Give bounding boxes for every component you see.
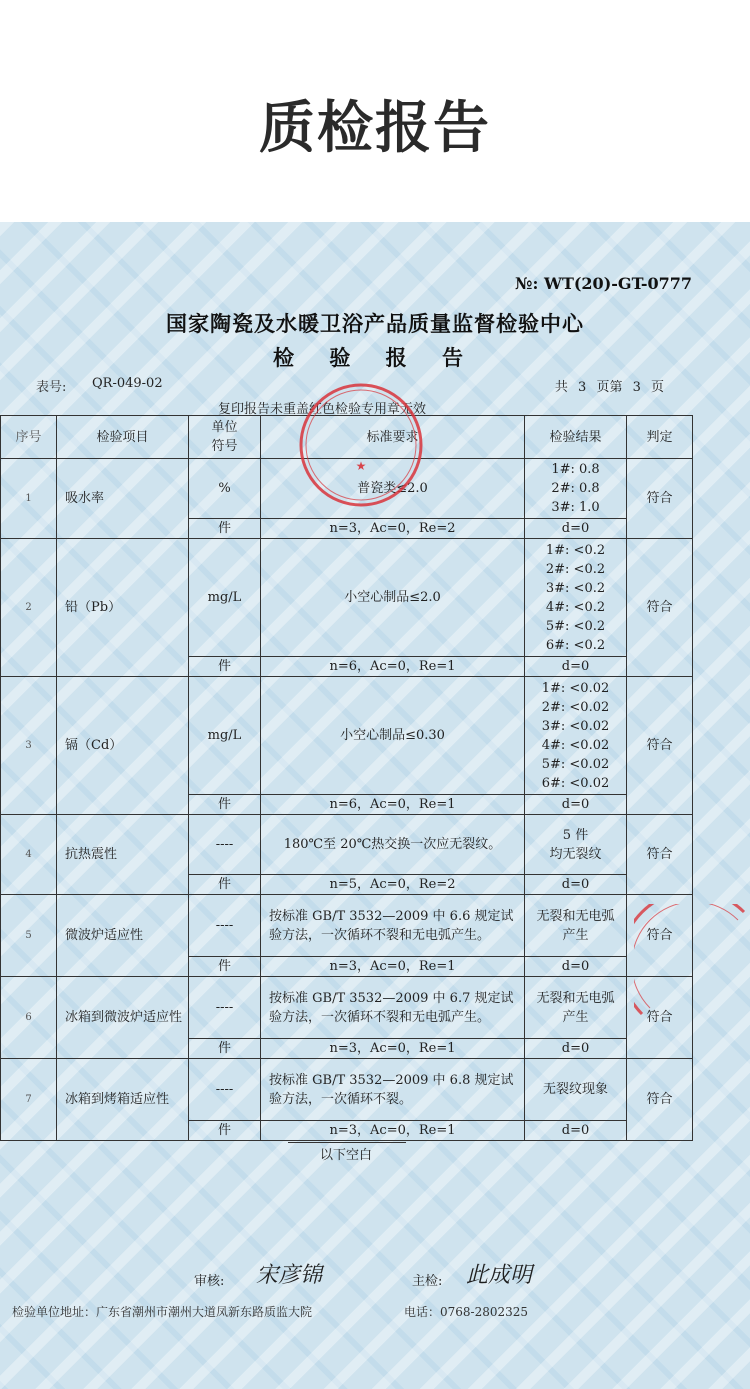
- result-line: 3#: <0.2: [545, 580, 606, 596]
- row-no: 1: [1, 459, 57, 539]
- row-unit: ----: [189, 977, 261, 1039]
- row-results: [525, 1059, 627, 1121]
- sample-plan: n=6，Ac=0，Re=1: [261, 657, 525, 677]
- result-line: 无裂纹现象: [542, 1082, 608, 1097]
- result-line: 5#: <0.2: [545, 618, 606, 634]
- result-line: 2#: 0.8: [551, 481, 600, 496]
- sample-unit: 件: [189, 795, 261, 815]
- result-line: 2#: <0.2: [545, 561, 606, 577]
- row-unit: ----: [189, 1059, 261, 1121]
- result-line: 均无裂纹: [549, 846, 602, 862]
- result-line: 1#: <0.2: [545, 542, 606, 558]
- sample-result: d=0: [525, 1121, 627, 1141]
- row-item: 镉（Cd）: [57, 677, 189, 815]
- row-verdict: 符合: [627, 459, 693, 539]
- sample-plan: n=3，Ac=0，Re=1: [261, 957, 525, 977]
- header-verdict: 判定: [627, 416, 693, 459]
- row-verdict: 符合: [627, 539, 693, 677]
- red-seal-stamp-partial: [634, 904, 750, 1034]
- footer-address: 检验单位地址：广东省潮州市潮州大道凤新东路质监大院: [12, 1305, 313, 1319]
- header-item: 检验项目: [57, 416, 189, 459]
- row-results: [525, 977, 627, 1039]
- row-item: 吸水率: [57, 459, 189, 539]
- row-unit: %: [189, 459, 261, 519]
- row-standard: 小空心制品≤2.0: [261, 539, 525, 657]
- row-item: 冰箱到微波炉适应性: [57, 977, 189, 1059]
- row-no: 6: [1, 977, 57, 1059]
- row-standard: 小空心制品≤0.30: [261, 677, 525, 795]
- result-line: 无裂和无电弧: [536, 990, 615, 1006]
- sample-result: d=0: [525, 957, 627, 977]
- sample-unit: 件: [189, 1039, 261, 1059]
- row-unit: ----: [189, 895, 261, 957]
- result-line: 4#: <0.02: [541, 737, 610, 753]
- result-line: 5#: <0.02: [541, 756, 610, 772]
- form-number: QR-049-02: [92, 376, 163, 391]
- result-line: 4#: <0.2: [545, 599, 606, 615]
- inspection-table: [0, 415, 693, 1141]
- copy-note: 复印报告未重盖红色检验专用章无效: [218, 402, 427, 417]
- footer-phone: 电话：0768-2802325: [404, 1305, 529, 1319]
- row-verdict: 符合: [627, 977, 693, 1059]
- table-row: [1, 895, 693, 957]
- row-standard: 180℃至 20℃热交换一次应无裂纹。: [261, 815, 525, 875]
- header-result: 检验结果: [525, 416, 627, 459]
- sample-plan: n=3，Ac=0，Re=1: [261, 1121, 525, 1141]
- row-results: [525, 539, 627, 657]
- sample-result: d=0: [525, 795, 627, 815]
- page-heading: 质检报告: [259, 96, 491, 161]
- row-verdict: 符合: [627, 895, 693, 977]
- result-line: 6#: <0.2: [545, 637, 606, 653]
- row-standard: 按标准 GB/T 3532—2009 中 6.8 规定试验方法，一次循环不裂。: [261, 1059, 525, 1121]
- row-unit: mg/L: [189, 677, 261, 795]
- result-line: 产生: [562, 927, 589, 943]
- sample-result: d=0: [525, 519, 627, 539]
- red-seal-stamp: [296, 380, 426, 510]
- report-number: №: WT(20)-GT-0777: [515, 274, 692, 293]
- row-results: [525, 895, 627, 957]
- row-results: [525, 815, 627, 875]
- header-standard: 标准要求: [261, 416, 525, 459]
- sample-plan: n=5，Ac=0，Re=2: [261, 875, 525, 895]
- header-no: 序号: [1, 416, 57, 459]
- svg-text:★: ★: [355, 459, 367, 473]
- row-item: 冰箱到烤箱适应性: [57, 1059, 189, 1141]
- sample-unit: 件: [189, 519, 261, 539]
- page-info: 共 3 页第 3 页: [554, 380, 664, 395]
- sample-plan: n=3，Ac=0，Re=1: [261, 1039, 525, 1059]
- inspector-label: 主检:: [412, 1274, 443, 1289]
- row-no: 5: [1, 895, 57, 977]
- result-line: 无裂和无电弧: [536, 908, 615, 924]
- result-line: 3#: 1.0: [551, 500, 600, 515]
- result-line: 2#: <0.02: [541, 699, 610, 715]
- row-no: 3: [1, 677, 57, 815]
- center-name: 国家陶瓷及水暖卫浴产品质量监督检验中心: [166, 311, 584, 336]
- report-title: 检 验 报 告: [273, 345, 477, 370]
- row-verdict: 符合: [627, 677, 693, 815]
- row-verdict: 符合: [627, 1059, 693, 1141]
- row-item: 微波炉适应性: [57, 895, 189, 977]
- row-results: [525, 459, 627, 519]
- sample-result: d=0: [525, 875, 627, 895]
- row-no: 7: [1, 1059, 57, 1141]
- blank-note: 以下空白: [319, 1148, 372, 1163]
- header-unit: 单位 符号: [189, 416, 261, 459]
- table-row: [1, 1059, 693, 1121]
- inspector-signature: 此成明: [466, 1263, 533, 1288]
- row-results: [525, 677, 627, 795]
- result-line: 6#: <0.02: [541, 775, 610, 791]
- row-standard: 按标准 GB/T 3532—2009 中 6.7 规定试验方法，一次循环不裂和无电弧产生。: [261, 977, 525, 1039]
- row-standard: 普瓷类≤2.0: [261, 459, 525, 519]
- reviewer-label: 审核:: [194, 1274, 225, 1289]
- row-unit: ----: [189, 815, 261, 875]
- table-row: [1, 677, 693, 795]
- sample-plan: n=3，Ac=0，Re=2: [261, 519, 525, 539]
- result-line: 产生: [562, 1009, 589, 1025]
- row-item: 抗热震性: [57, 815, 189, 895]
- sample-unit: 件: [189, 875, 261, 895]
- page-header: [0, 0, 750, 222]
- row-verdict: 符合: [627, 815, 693, 895]
- result-line: 5 件: [562, 827, 589, 843]
- row-standard: 按标准 GB/T 3532—2009 中 6.6 规定试验方法，一次循环不裂和无电弧产生。: [261, 895, 525, 957]
- reviewer-signature: 宋彦锦: [256, 1263, 323, 1288]
- row-no: 4: [1, 815, 57, 895]
- row-unit: mg/L: [189, 539, 261, 657]
- table-row: [1, 539, 693, 657]
- row-no: 2: [1, 539, 57, 677]
- table-row: [1, 815, 693, 875]
- sample-plan: n=6，Ac=0，Re=1: [261, 795, 525, 815]
- sample-result: d=0: [525, 657, 627, 677]
- report-document: [0, 222, 750, 1389]
- result-line: 1#: <0.02: [541, 680, 610, 696]
- row-item: 铅（Pb）: [57, 539, 189, 677]
- sample-unit: 件: [189, 657, 261, 677]
- result-line: 1#: 0.8: [551, 462, 600, 477]
- form-number-label: 表号:: [36, 380, 67, 395]
- table-row: [1, 977, 693, 1039]
- sample-unit: 件: [189, 957, 261, 977]
- sample-result: d=0: [525, 1039, 627, 1059]
- blank-divider: [288, 1142, 406, 1143]
- result-line: 3#: <0.02: [541, 718, 610, 734]
- sample-unit: 件: [189, 1121, 261, 1141]
